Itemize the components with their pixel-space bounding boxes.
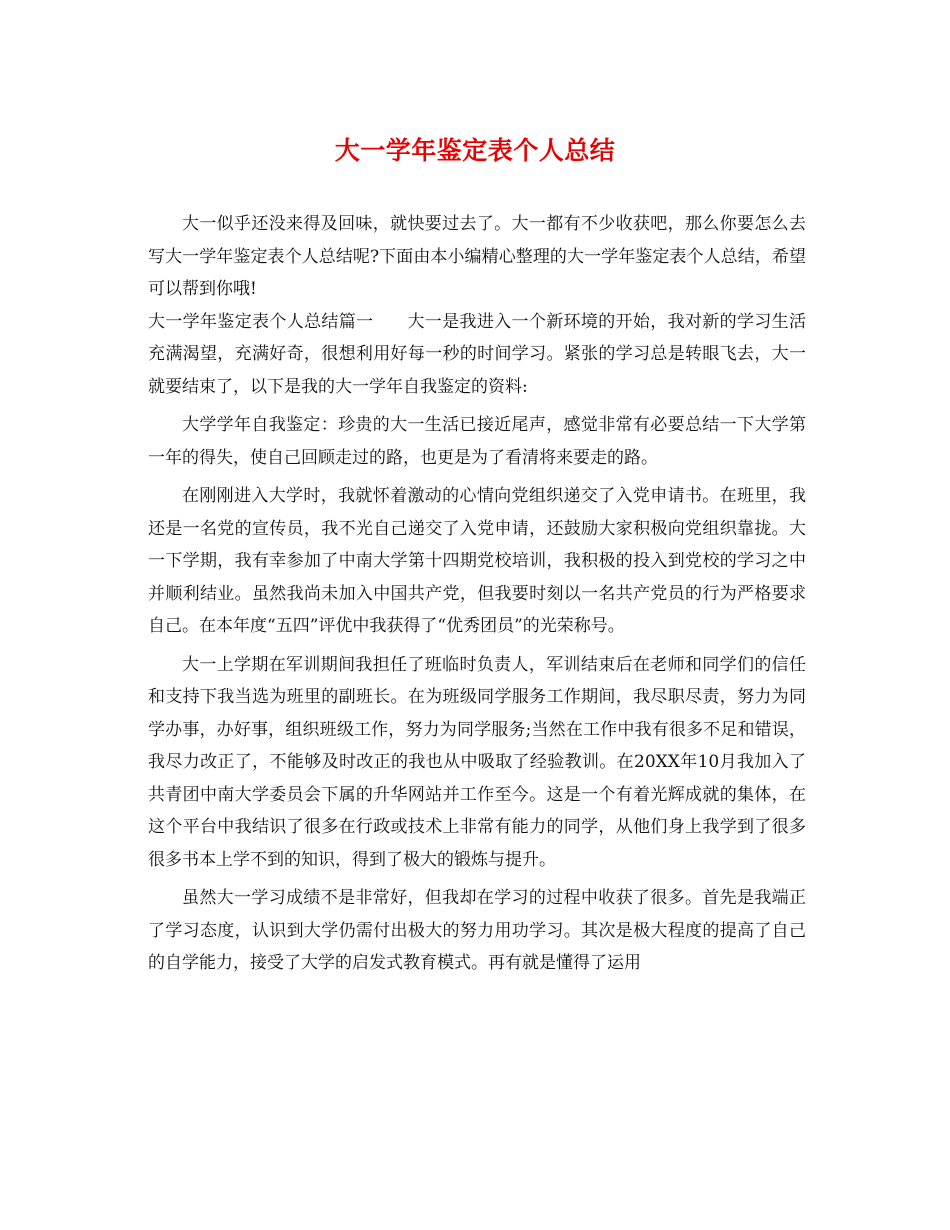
intro-paragraph: 大一似乎还没来得及回味，就快要过去了。大一都有不少收获吧，那么你要怎么去写大一学年鉴定表个人总结呢?下面由本小编精心整理的大一学年鉴定表个人总结，希望可以帮到你哦! — [148, 214, 806, 299]
section-heading: 大一学年鉴定表个人总结篇一 — [148, 311, 374, 332]
study-paragraph: 虽然大一学习成绩不是非常好，但我却在学习的过程中收获了很多。首先是我端正了学习态度，认识到大学仍需付出极大的努力用功学习。其次是极大程度的提高了自己的自学能力，接受了大学的启发式教育模式。再有就是懂得了运用 — [148, 888, 806, 973]
section-paragraph — [148, 306, 806, 404]
party-paragraph: 在刚刚进入大学时，我就怀着激动的心情向党组织递交了入党申请书。在班里，我还是一名党的宣传员，我不光自己递交了入党申请，还鼓励大家积极向党组织靠拢。大一下学期，我有幸参加了中南大学第十四期党校培训，我积极的投入到党校的学习之中并顺利结业。虽然我尚未加入中国共产党，但我要时刻以一名共产党员的行为严格要求自己。在本年度“五四”评优中我获得了“优秀团员”的光荣称号。 — [148, 486, 806, 636]
document-title: 大一学年鉴定表个人总结 — [334, 136, 616, 165]
section-opening-text: 大一是我进入一个新环境的开始，我对新的学习生活充满渴望，充满好奇，很想利用好每一秒的时间学习。紧张的学习总是转眼飞去，大一就要结束了，以下是我的大一学年自我鉴定的资料: — [148, 311, 807, 397]
class-work-paragraph: 大一上学期在军训期间我担任了班临时负责人，军训结束后在老师和同学们的信任和支持下我当选为班里的副班长。在为班级同学服务工作期间，我尽职尽责，努力为同学办事，办好事，组织班级工作，努力为同学服务;当然在工作中我有很多不足和错误，我尽力改正了，不能够及时改正的我也从中吸取了经验教训。在20XX年10月我加入了共青团中南大学委员会下属的升华网站并工作至今。这是一个有着光辉成就的集体，在这个平台中我结识了很多在行政或技术上非常有能力的同学，从他们身上我学到了很多很多书本上学不到的知识，得到了极大的锻炼与提升。 — [148, 654, 806, 870]
self-assessment-paragraph: 大学学年自我鉴定：珍贵的大一生活已接近尾声，感觉非常有必要总结一下大学第一年的得失，使自己回顾走过的路，也更是为了看清将来要走的路。 — [148, 415, 806, 468]
document-body — [148, 208, 806, 980]
